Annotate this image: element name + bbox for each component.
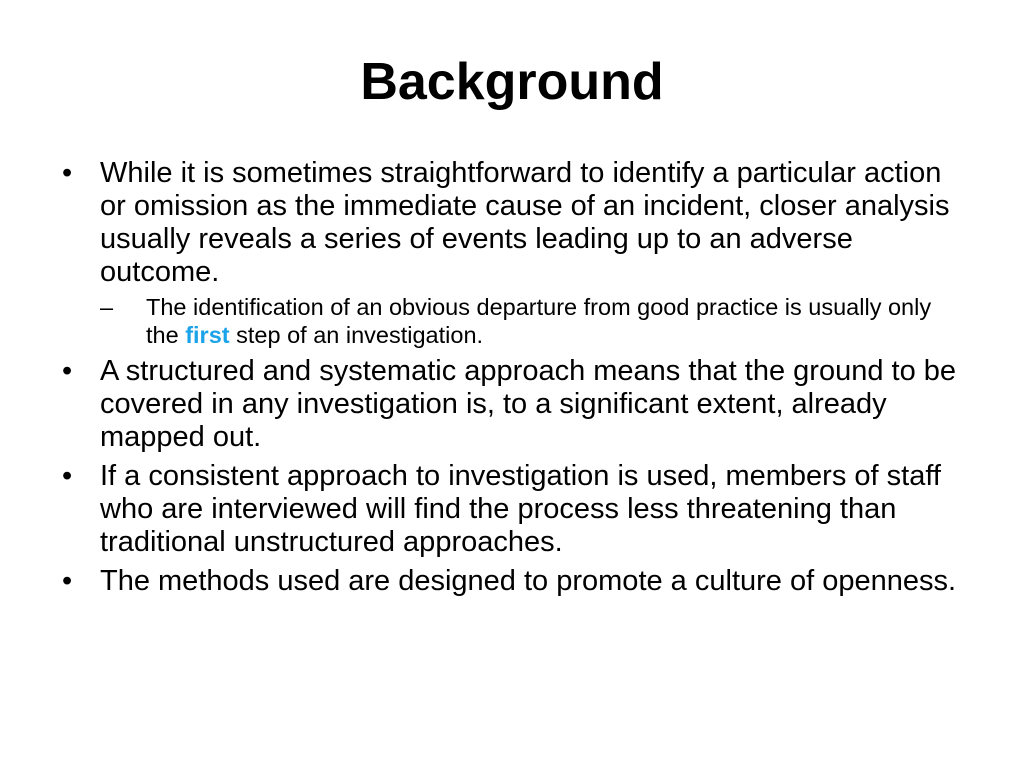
- bullet-item: [58, 355, 958, 454]
- bullet-text: If a consistent approach to investigation is used, members of staff who are interviewed will find the process less threatening than traditional unstructured approaches.: [100, 460, 941, 558]
- slide-title: Background: [360, 53, 664, 111]
- sub-bullet-marker: –: [100, 294, 114, 320]
- sub-bullet-text-before: The identification of an obvious departure from good practice is usually only the: [146, 294, 932, 348]
- bullet-marker: •: [62, 355, 73, 387]
- emphasized-word: first: [185, 322, 230, 348]
- bullet-item: [58, 157, 958, 349]
- bullet-marker: •: [62, 157, 73, 189]
- bullet-item: [58, 565, 958, 598]
- slide-body: [58, 157, 958, 604]
- bullet-item: [58, 460, 958, 559]
- bullet-marker: •: [62, 565, 73, 597]
- bullet-text: A structured and systematic approach means that the ground to be covered in any investigation is, to a significant extent, already mapped out.: [100, 355, 957, 453]
- bullet-text: While it is sometimes straightforward to identify a particular action or omission as the immediate cause of an incident, closer analysis usually reveals a series of events leading up to an adverse outcome.: [100, 157, 950, 288]
- sub-bullet-text-after: step of an investigation.: [229, 322, 484, 348]
- bullet-text: The methods used are designed to promote a culture of openness.: [100, 565, 957, 597]
- bullet-marker: •: [62, 460, 73, 492]
- sub-bullet-item: [100, 293, 958, 349]
